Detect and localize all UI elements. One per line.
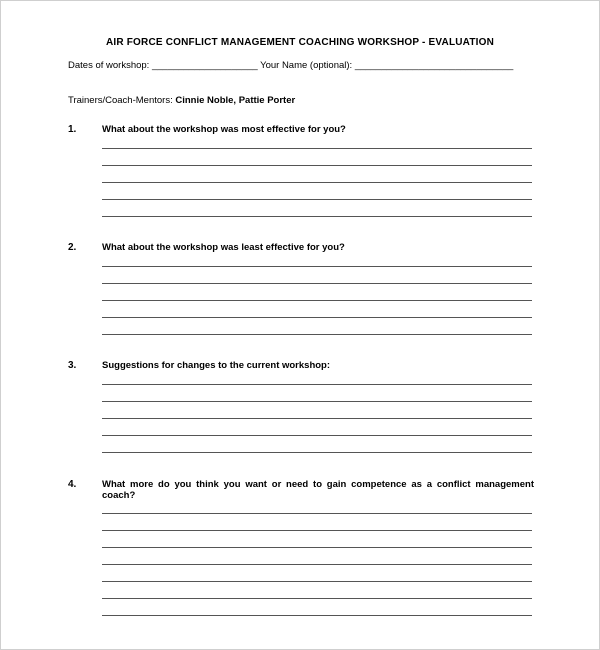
question-text: What about the workshop was most effective for you? (102, 124, 346, 135)
answer-line (102, 199, 532, 200)
answer-line (102, 283, 532, 284)
question-text: What about the workshop was least effective for you? (102, 242, 345, 253)
answer-line (102, 334, 532, 335)
answer-line (102, 615, 532, 616)
name-blank: ______________________________ (354, 60, 514, 71)
answer-line (102, 317, 532, 318)
dates-and-name-row (68, 60, 513, 71)
answer-line (102, 165, 532, 166)
trainers-label: Trainers/Coach-Mentors: (68, 95, 173, 106)
form-title: AIR FORCE CONFLICT MANAGEMENT COACHING WORKSHOP - EVALUATION (105, 37, 495, 48)
answer-line (102, 530, 532, 531)
answer-line (102, 564, 532, 565)
answer-line (102, 435, 532, 436)
question-text: What more do you think you want or need to gain competence as a conflict management coach? (102, 479, 534, 501)
answer-line (102, 182, 532, 183)
answer-line (102, 452, 532, 453)
question-number: 1. (68, 124, 77, 135)
answer-line (102, 216, 532, 217)
name-label: Your Name (optional): (260, 60, 353, 71)
dates-label: Dates of workshop: (68, 60, 150, 71)
trainers-row (68, 95, 295, 106)
question-text: Suggestions for changes to the current workshop: (102, 360, 331, 371)
answer-line (102, 266, 532, 267)
answer-line (102, 418, 532, 419)
question-number: 2. (68, 242, 77, 253)
answer-line (102, 513, 532, 514)
answer-line (102, 384, 532, 385)
answer-line (102, 300, 532, 301)
question-number: 4. (68, 479, 77, 490)
answer-line (102, 581, 532, 582)
dates-blank: ____________________ (151, 60, 258, 71)
trainers-names: Cinnie Noble, Pattie Porter (175, 95, 296, 106)
answer-line (102, 598, 532, 599)
answer-line (102, 401, 532, 402)
answer-line (102, 148, 532, 149)
answer-line (102, 547, 532, 548)
question-number: 3. (68, 360, 77, 371)
